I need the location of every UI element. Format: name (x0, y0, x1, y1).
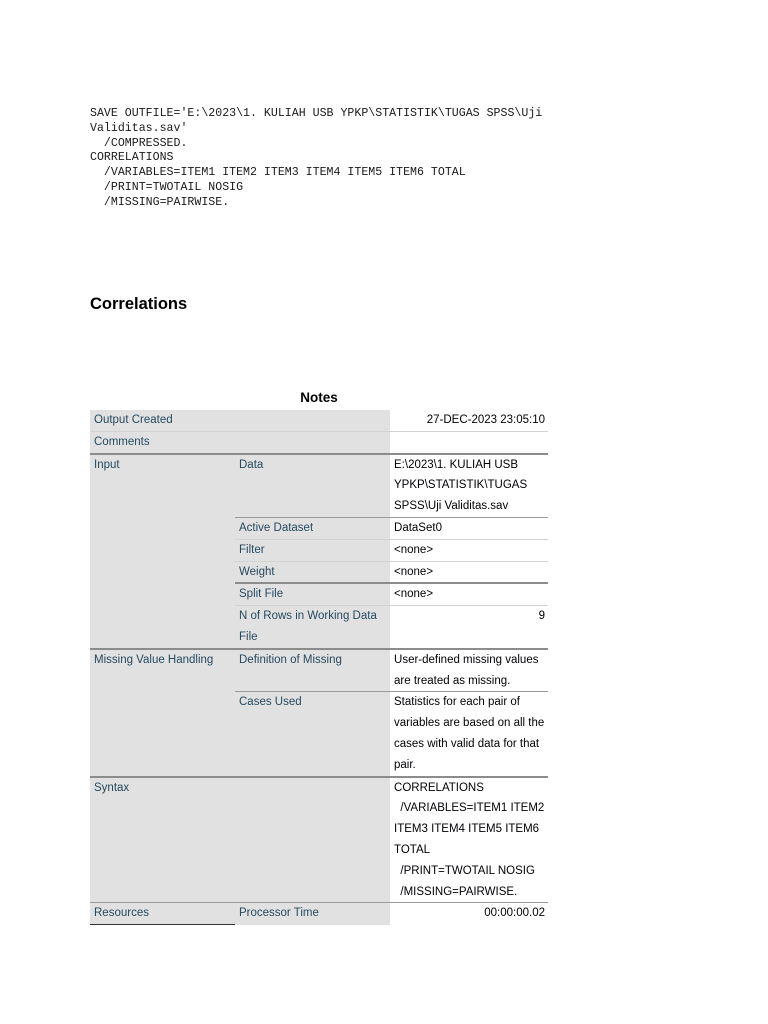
cases-used-value-line: Statistics for each pair of (394, 696, 520, 709)
data-label: Data (235, 454, 390, 518)
syntax-line: /PRINT=TWOTAIL NOSIG (90, 180, 244, 194)
processor-time-label: Processor Time (235, 903, 390, 925)
output-created-label: Output Created (90, 410, 390, 431)
weight-label: Weight (235, 561, 390, 583)
syntax-value-line: /PRINT=TWOTAIL NOSIG (394, 864, 535, 877)
filter-label: Filter (235, 539, 390, 561)
syntax-value-line: ITEM3 ITEM4 ITEM5 ITEM6 (394, 823, 540, 836)
notes-table-title: Notes (300, 390, 338, 405)
table-row (90, 903, 548, 925)
definition-of-missing-label: Definition of Missing (235, 649, 390, 692)
cases-used-value (390, 692, 548, 777)
comments-value (390, 431, 548, 453)
active-dataset-value: DataSet0 (390, 517, 548, 539)
n-rows-label-line: File (239, 630, 258, 643)
cases-used-value-line: variables are based on all the (394, 717, 545, 730)
cases-used-label: Cases Used (235, 692, 390, 777)
n-rows-label (235, 606, 390, 649)
syntax-value-line: /VARIABLES=ITEM1 ITEM2 (394, 802, 545, 815)
table-row (90, 454, 548, 518)
active-dataset-label: Active Dataset (235, 517, 390, 539)
syntax-value-line: TOTAL (394, 843, 431, 856)
n-rows-value: 9 (390, 606, 548, 649)
syntax-line: Validitas.sav' (90, 121, 188, 135)
syntax-line: CORRELATIONS (90, 151, 174, 165)
data-value-line: YPKP\STATISTIK\TUGAS (394, 479, 528, 492)
output-created-value: 27-DEC-2023 23:05:10 (390, 410, 548, 431)
definition-value-line: are treated as missing. (394, 674, 511, 687)
syntax-value-line: CORRELATIONS (394, 781, 484, 794)
data-value (390, 454, 548, 518)
definition-of-missing-value (390, 649, 548, 692)
syntax-value-line: /MISSING=PAIRWISE. (394, 885, 518, 898)
input-label: Input (90, 454, 235, 649)
missing-value-handling-label: Missing Value Handling (90, 649, 235, 777)
data-value-line: E:\2023\1. KULIAH USB (394, 458, 519, 471)
syntax-line: SAVE OUTFILE='E:\2023\1. KULIAH USB YPKP\STATISTIK\TUGAS SPSS\Uji (90, 107, 543, 120)
syntax-line: /COMPRESSED. (90, 136, 188, 150)
cases-used-value-line: pair. (394, 758, 416, 771)
data-value-line: SPSS\Uji Validitas.sav (394, 500, 509, 513)
table-row (90, 410, 548, 431)
table-row (90, 649, 548, 692)
n-rows-label-line: N of Rows in Working Data (239, 610, 377, 623)
section-heading: Correlations (90, 295, 188, 313)
syntax-line: /MISSING=PAIRWISE. (90, 195, 230, 209)
table-row (90, 777, 548, 903)
resources-label: Resources (90, 903, 235, 925)
filter-value: <none> (390, 539, 548, 561)
comments-label: Comments (90, 431, 390, 453)
syntax-label: Syntax (90, 777, 390, 903)
definition-value-line: User-defined missing values (394, 653, 539, 666)
syntax-value (390, 777, 548, 903)
split-file-label: Split File (235, 583, 390, 605)
syntax-log (90, 107, 542, 211)
notes-table (90, 410, 548, 925)
processor-time-value: 00:00:00.02 (390, 903, 548, 925)
weight-value: <none> (390, 561, 548, 583)
syntax-line: /VARIABLES=ITEM1 ITEM2 ITEM3 ITEM4 ITEM5 ITEM6 TOTAL (90, 166, 466, 180)
split-file-value: <none> (390, 583, 548, 605)
table-row (90, 431, 548, 453)
cases-used-value-line: cases with valid data for that (394, 737, 540, 750)
